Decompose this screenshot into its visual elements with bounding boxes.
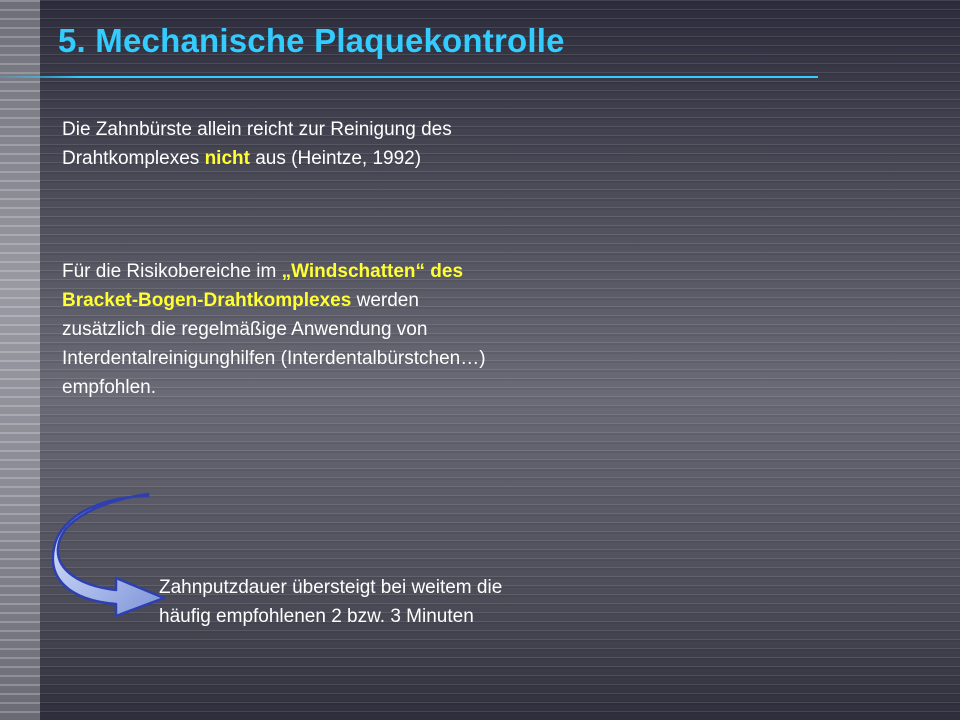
left-decorative-strip	[0, 0, 40, 720]
paragraph-brushing-duration: Zahnputzdauer übersteigt bei weitem die häufig empfohlenen 2 bzw. 3 Minuten	[159, 577, 503, 627]
paragraph-2-highlight: „Windschatten“ des Bracket-Bogen-Drahtkomplexes	[62, 261, 464, 311]
paragraph-2-text-after: werden zusätzlich die regelmäßige Anwendung von Interdentalreinigunghilfen (Interdentalbürstchen…) empfohlen.	[62, 290, 486, 398]
paragraph-1-highlight: nicht	[204, 148, 250, 169]
paragraph-2-text-before: Für die Risikobereiche im	[62, 261, 282, 282]
paragraph-toothbrush	[62, 115, 502, 173]
slide-title: 5. Mechanische Plaquekontrolle	[58, 22, 565, 59]
paragraph-1-text-after: aus (Heintze, 1992)	[249, 148, 422, 169]
curved-arrow-icon	[52, 490, 170, 618]
title-underline	[0, 76, 818, 78]
paragraph-risk-areas	[62, 257, 502, 402]
paragraph-1-text-before: Die Zahnbürste allein reicht zur Reinigung des Drahtkomplexes	[62, 119, 452, 169]
